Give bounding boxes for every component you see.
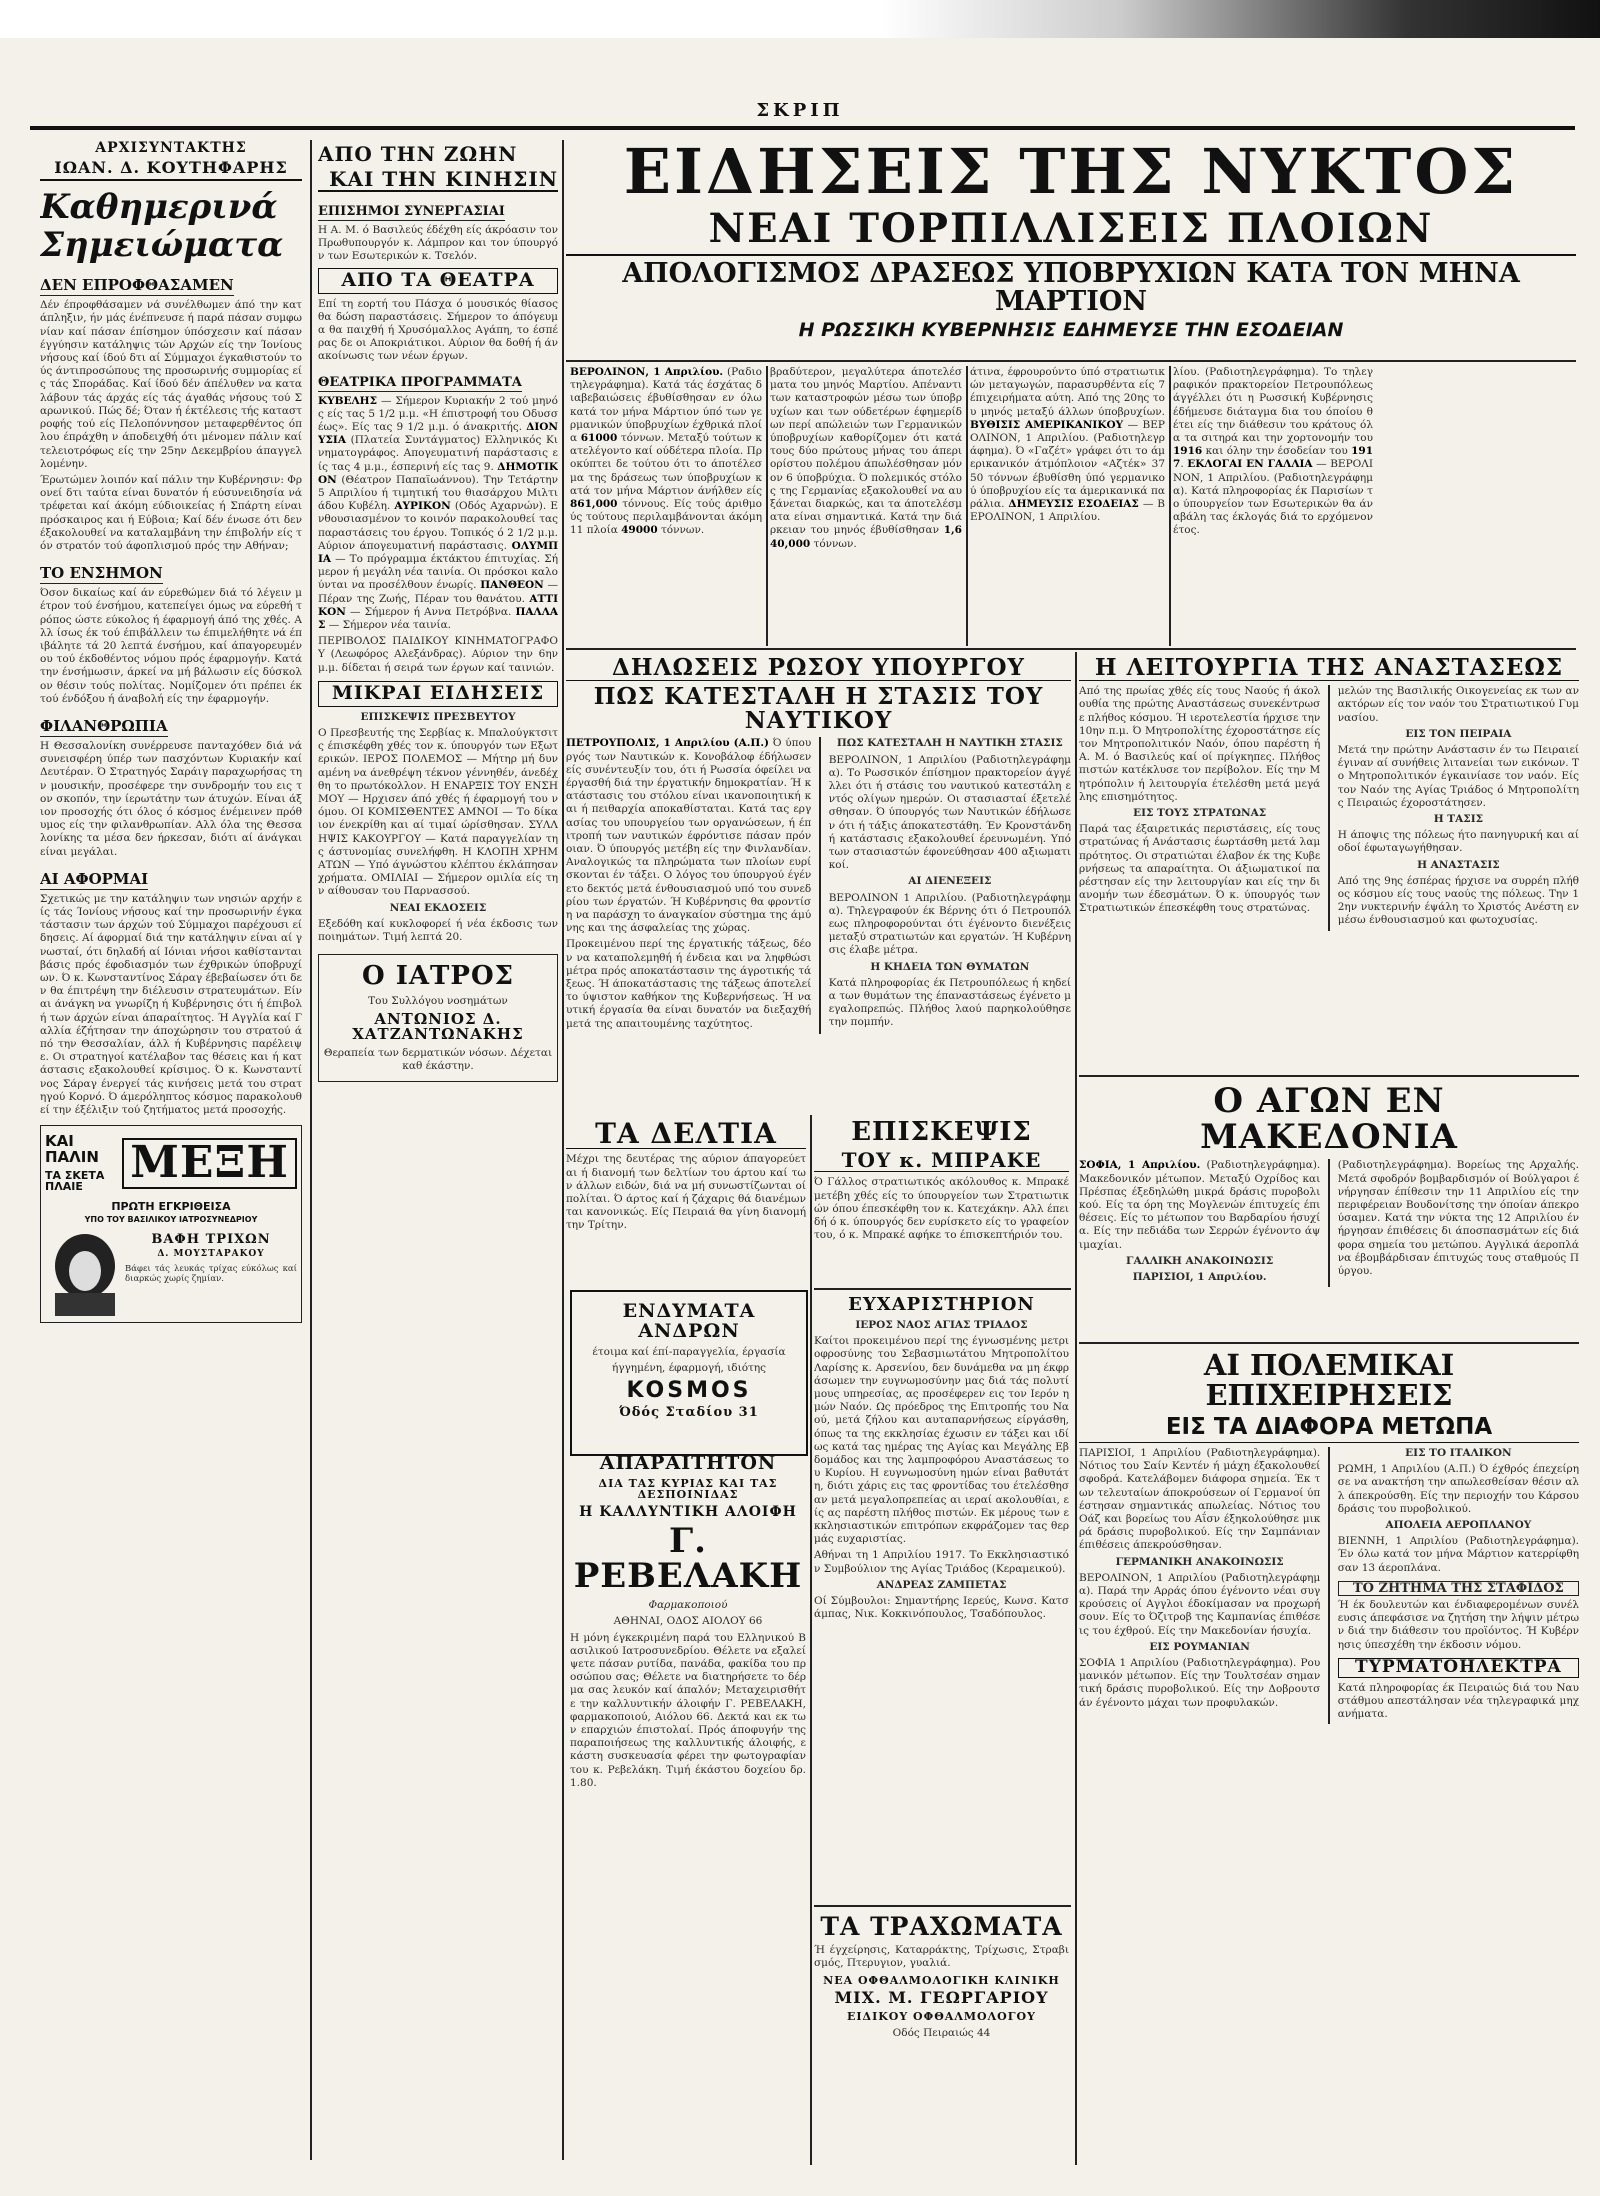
heading-episimoi-synergasiai: ΕΠΙΣΗΜΟΙ ΣΥΝΕΡΓΑΣΙΑΙ — [318, 204, 505, 219]
heading-polemikai-epixeiriseis: ΑΙ ΠΟΛΕΜΙΚΑΙ ΕΠΙΧΕΙΡΗΣΕΙΣ — [1203, 1348, 1455, 1413]
ad-headline: ΚΑΙ ΠΑΛΙΝ — [45, 1132, 99, 1166]
scan-edge-shadow — [0, 0, 1600, 38]
heading-diloseis-rossou: ΔΗΛΩΣΕΙΣ ΡΩΣΟΥ ΥΠΟΥΡΓΟΥ — [566, 656, 1071, 681]
ad-menswear-address: Όδός Σταδίου 31 — [619, 1405, 759, 1421]
deltia-section — [566, 1115, 806, 1285]
body-text: Ό Γάλλος στρατιωτικός ακόλουθος κ. Μπρακέ μετέβη χθές είς το ύπουργείον των Στρατιωτικών όπου έπεσκέφθη τον κ. Κατεχάκην. Αλλ έπειδή ό κ. ύπουργός δεν ευρίσκετο είς το γραφείον του, ό κ. Μπρακέ αφήκε το έπισκεπτήριόν του. — [814, 1176, 1069, 1242]
ad-doctor-name: ΑΝΤΩΝΙΟΣ Δ. ΧΑΤΖΑΝΤΩΝΑΚΗΣ — [352, 1009, 524, 1044]
body-text: ΠΕΡΙΒΟΛΟΣ ΠΑΙΔΙΚΟΥ ΚΙΝΗΜΑΤΟΓΡΑΦΟΥ (Λεωφόρος Αλεξάνδρας). Αύριον την 6ην μ.μ. δίδεται ή σειρά των έργων καί ταινιών. — [318, 635, 558, 674]
body-text: ΒΙΕΝΝΗ, 1 Απριλίου (Ραδιοτηλεγράφημα). Έν όλω κατά τον μήνα Μάρτιον κατερρίφθησαν 13 άεροπλάνα. — [1337, 1535, 1579, 1574]
heading-diafora-metopa: ΕΙΣ ΤΑ ΔΙΑΦΟΡΑ ΜΕΤΩΠΑ — [1079, 1415, 1579, 1443]
subheading-apoleia-aeroplanou: ΑΠΟΛΕΙΑ ΑΕΡΟΠΛΑΝΟΥ — [1385, 1519, 1532, 1532]
heading-ai-aformai: ΑΙ ΑΦΟΡΜΑΙ — [40, 869, 149, 888]
heading-ta-trachomata: ΤΑ ΤΡΑΧΩΜΑΤΑ — [820, 1912, 1063, 1941]
body-text: Εξεδόθη καί κυκλοφορεί ή νέα έκδοσις των ποιημάτων. Τιμή λεπτά 20. — [318, 917, 558, 944]
subheading-eis-ton-peiraia: ΕΙΣ ΤΟΝ ΠΕΙΡΑΙΑ — [1405, 727, 1512, 740]
ad-clinic-name: ΝΕΑ ΟΦΘΑΛΜΟΛΟΓΙΚΗ ΚΛΙΝΙΚΗ — [823, 1973, 1060, 1987]
ad-line-approved: ΠΡΩΤΗ ΕΓΚΡΙΘΕΙΣΑ — [111, 1199, 231, 1213]
section-rule — [1079, 1075, 1579, 1077]
body-text: ΒΕΡΟΛΙΝΟΝ, 1 Απριλίου (Ραδιοτηλεγράφημα). Παρά την Αρράς όπου έγένοντο νέαι συγκρούσεις οί Αγγλοι έδοκίμασαν να προχωρήσουν. Είς το Όζιτροβ της Καμπανίας έπιθέσεις του έχθρού. Είς την Μακεδονίαν ήσυχία. — [1079, 1571, 1321, 1637]
section-rule — [566, 360, 1576, 362]
subheadline-torpillisis: ΝΕΑΙ ΤΟΡΠΙΛΛΙΣΕΙΣ ΠΛΟΙΩΝ — [566, 208, 1576, 256]
body-text: (Ραδιοτηλεγράφημα). Βορείως της Αρχαλής. Μετά σφοδρόν βομβαρδισμόν οί Βούλγαροι ένήργησαν έπίθεσιν την 11 Απριλίου είς την περιφέρειαν Βουδονίτσης την όποίαν άπεκρούσαμεν. Κατά την νύκτα της 12 Απριλίου ένήργησαν έπιθέσεις δι άποσπασμάτων είς διάφορα σημεία του μετώπου. Αγγλικά άεροπλάνα έβομβάρδισαν έπιτυχώς τους σταθμούς Πύργου. — [1337, 1159, 1579, 1277]
column-divider — [1075, 1080, 1077, 2165]
subheading-episkepsis-presveutou: ΕΠΙΣΚΕΨΙΣ ΠΡΕΣΒΕΥΤΟΥ — [360, 710, 516, 723]
body-text: ΠΑΡΙΣΙΟΙ, 1 Απριλίου (Ραδιοτηλεγράφημα). Νότιος του Σαίν Κεντέν ή μάχη έξακολουθεί σφοδρά. Κατελάβομεν διάφορα σημεία. Έκ των τελευταίων άποκρούσεων οί Γερμανοί ύπέστησαν σημαντικάς απωλείας. Νότιος του Οάζ και βορείως του Αΐσν έξηκολούθησε μικρά δράσις πυροβολικού. Είς την Σαμπάνιαν έπιθέσεις άπεκρούσθησαν. — [1079, 1447, 1321, 1552]
ad-menswear-detail: ήγγημένη, έφαρμογή, ιδιότης — [611, 1362, 767, 1375]
subheading-zitima-stafidos: ΤΟ ΖΗΤΗΜΑ ΤΗΣ ΣΤΑΦΙΔΟΣ — [1338, 1581, 1579, 1596]
body-text: Οί Σύμβουλοι: Σημαντήρης Ιερεύς, Κωνσ. Κατσάμπας, Νικ. Κοκκινόπουλος, Τσαδόπουλος. — [814, 1594, 1069, 1621]
body-text: ΣΟΦΙΑ 1 Απριλίου (Ραδιοτηλεγράφημα). Ρουμανικόν μέτωπον. Είς την Τουλτσέαν σημαντική δράσις πυροβολικού. Είς την Δοβρουτσάν έγένοντο μάχαι των προφυλακών. — [1079, 1657, 1321, 1709]
heading-den-eprofthasamen: ΔΕΝ ΕΠΡΟΦΘΑΣΑΜΕΝ — [40, 276, 234, 295]
column-divider — [1075, 652, 1077, 1112]
heading-pos-katestali: ΠΩΣ ΚΑΤΕΣΤΑΛΗ Η ΣΤΑΣΙΣ ΤΟΥ ΝΑΥΤΙΚΟΥ — [593, 683, 1044, 735]
body-text: Ο Πρεσβευτής της Σερβίας κ. Μπαλούγκτσιτς έπισκέφθη χθές τον κ. ύπουργόν των Εξωτερικών. ΙΕΡΟΣ ΠΟΛΕΜΟΣ — Μήτηρ μή δυναμένη να άνεθρέψη τέκνον γέννηθέν, άνεδέχθη το πρωτόκολλον. Η ΕΝΑΡΞΙΣ ΤΟΥ ΕΝΣΗΜΟΥ — Ηρχισεν άπό χθές ή έφαρμογή του νόμου. ΟΙ ΚΟΜΙΣΘΕΝΤΕΣ ΑΜΝΟΙ — Το δίκαιον ένεκρίθη και αί τιμαί ώρίσθησαν. ΣΥΛΛΗΨΙΣ ΚΑΚΟΥΡΓΟΥ — Κατά παραγγελίαν της άστυνομίας συνελήφθη. Η ΚΛΟΠΗ ΧΡΗΜΑΤΩΝ — Υπό άγνώστου κλέπτου έκλάπησαν χρήματα. ΟΜΙΛΙΑΙ — Σήμερον ομιλία είς την αίθουσαν του Παρνασσού. — [318, 726, 558, 898]
subheading-eis-roumanian: ΕΙΣ ΡΟΥΜΑΝΙΑΝ — [1149, 1640, 1250, 1653]
ad-menswear-line: έτοιμα καί έπί-παραγγελία, έργασία — [592, 1345, 786, 1358]
signer-name: ΑΝΔΡΕΑΣ ΖΑΜΠΕΤΑΣ — [876, 1578, 1007, 1591]
column-divider — [1169, 366, 1171, 646]
ad-ointment-role: Φαρμακοποιού — [648, 1599, 728, 1612]
heading-to-ensimon: ΤΟ ΕΝΣΗΜΟΝ — [40, 564, 163, 583]
ad-clinic-address: Οδός Πειραιώς 44 — [892, 2026, 991, 2039]
body-text: Η άποψις της πόλεως ήτο πανηγυρική και αί οδοί έφωταγωγήθησαν. — [1337, 829, 1579, 855]
subheadline-rossiki-kyvernisis: Η ΡΩΣΣΙΚΗ ΚΥΒΕΡΝΗΣΙΣ ΕΔΗΜΕΥΣΕ ΤΗΝ ΕΣΟΔΕΙΑΝ — [798, 318, 1344, 341]
brake-visit-section — [814, 1115, 1069, 1285]
section-rule — [814, 1905, 1071, 1907]
main-story-col-3 — [970, 366, 1165, 646]
heading-apo-tin-zoin: ΑΠΟ ΤΗΝ ΖΩΗΝ — [318, 142, 518, 166]
ad-doctor-title: Ο ΙΑΤΡΟΣ — [362, 961, 514, 992]
macedonia-section — [1079, 1080, 1579, 1340]
body-text: Η Α. Μ. ό Βασιλεύς έδέχθη είς άκρόασιν τον Πρωθυπουργόν κ. Λάμπρον και τον ύπουργόν των Εσωτερικών κ. Τσελόν. — [318, 224, 558, 263]
ad-ointment-name: Γ. ΡΕΒΕΛΑΚΗ — [573, 1520, 803, 1597]
column-divider — [766, 366, 768, 646]
subheading-ai-dienekseis: ΑΙ ΔΙΕΝΕΞΕΙΣ — [908, 875, 992, 888]
main-headline: ΕΙΔΗΣΕΙΣ ΤΗΣ ΝΥΚΤΟΣ — [623, 135, 1519, 208]
ad-doctor-line: Του Συλλόγου νοσημάτων — [368, 994, 508, 1007]
body-text: Ή έγχείρησις, Καταρράκτης, Τρίχωσις, Στραβισμός, Πτερυγιον, γυαλιά. — [814, 1944, 1069, 1970]
ad-text: Βάφει τάς λευκάς τρίχας εύκόλως καί διαρκώς χωρίς ζημίαν. — [125, 1263, 297, 1284]
subheading-galliki-anakoinosis: ΓΑΛΛΙΚΗ ΑΝΑΚΟΙΝΩΣΙΣ — [1125, 1254, 1274, 1267]
masthead-title: ΣΚΡΙΠ — [756, 100, 844, 121]
heading-ta-deltia: ΤΑ ΔΕΛΤΙΑ — [566, 1119, 806, 1149]
menswear-advertisement — [570, 1290, 808, 1456]
subheading-i-tasis: Η ΤΑΣΙΣ — [1433, 812, 1484, 825]
ad-subheadline: ΤΑ ΣΚΕΤΑ ΠΛΑΙΕ — [45, 1168, 105, 1194]
main-headline-block — [566, 135, 1576, 360]
body-text: ΠΕΤΡΟΥΠΟΛΙΣ, 1 Απριλίου (Α.Π.) Ό ύπουργός των Ναυτικών κ. Κονοβάλοφ έδήλωσεν είς συνέντευξίν του, ότι ή Ρωσσία όφείλει να έργασθή διά την έργατικήν δημοκρατίαν. Ή κατάστασις του στόλου είναι ικανοποιητική και ή πειθαρχία αποκαθίσταται. Κατά τας εργασίας του υπουργείου των οργανώσεων, ή έπιτροπή των ναυτικών έφρόντισε πάσαν πρόνοιαν. Ό ύπουργός μετέβη είς την Φινλανδίαν. Αναλογικώς τα πληρώματα των πλοίων ευρίσκονται έν τάξει. Ο λόγος του ύπουργού έγένετο δεκτός μετά ένθουσιασμού υπό του συνεδρίου των έργατών. Ή Κυβέρνησις θα φροντίση να παράσχη το άναγκαίον σύστημα της άμύνης και της άσφαλείας της χώρας. — [566, 737, 812, 935]
section-rule — [814, 1288, 1071, 1290]
trachoma-advertisement — [814, 1910, 1069, 2160]
ad-maker: Δ. ΜΟΥΣΤΑΡΑΚΟΥ — [157, 1249, 265, 1260]
heading-episkepsis: ΕΠΙΣΚΕΨΙΣ — [851, 1117, 1032, 1147]
body-text: Ή έκ δουλευτών και ένδιαφερομένων συνέλευσις άπεφάσισε να ζητήση την λήψιν μέτρων διά την διάθεσιν του προϊόντος. Ή Κυβέρνησις ύπεσχέθη την έκδοσιν νόμου. — [1337, 1599, 1579, 1651]
war-operations-section — [1079, 1346, 1579, 2166]
main-story-col-2 — [770, 366, 962, 646]
body-text: Από της πρωίας χθές είς τους Ναούς ή άκολουθία της πρώτης Αναστάσεως συνεκέντρωσε πλήθος κόσμου. Ή ιεροτελεστία ήρχισε την 10ην π.μ. Ό Μητροπολίτης έχοροστάτησε είς τον Μητροπολιτικόν Ναόν, όπου παρέστη ή Α. Μ. ό Βασιλεύς καί οί πρίγκηπες. Πλήθος πιστών κατέκλυσε τον περίβολον. Είς την Μητρόπολιν ή λειτουργία έτελέσθη μετά μεγάλης επισημότητος. — [1079, 685, 1321, 803]
heading-agon-makedonia: Ο ΑΓΩΝ ΕΝ ΜΑΚΕΔΟΝΙΑ — [1200, 1081, 1458, 1157]
ad-clinic-role: ΕΙΔΙΚΟΥ ΟΦΘΑΛΜΟΛΟΓΟΥ — [847, 2010, 1036, 2023]
subheading-eis-to-italikon: ΕΙΣ ΤΟ ΙΤΑΛΙΚΟΝ — [1405, 1447, 1512, 1460]
subheading-kideia-thymaton: Η ΚΗΔΕΙΑ ΤΩΝ ΘΥΜΑΤΩΝ — [870, 960, 1030, 973]
ointment-advertisement — [570, 1450, 806, 2160]
body-text: Καίτοι προκειμένου περί της έγνωσμένης μετριοφροσύνης του Σεβασμιωτάτου Μητροπολίτου Λαρίσης κ. Αρσενίου, δεν δυνάμεθα να μη έκφράσωμεν την ευγνωμοσύνην μας διά τάς πολυτίμους υπηρεσίας, ας προσέφερεν εις τον Ιερόν ημών Ναόν. Ως πρόεδρος της Επιτροπής του Ναού, μετά ζήλου και αυταπαρνήσεως είργάσθη, όπως τα της εκκλησίας έχωσιν εν τάξει και ιδίως κατά τας ημέρας της Αγίας και Μεγάλης Εβδομάδος και της λαμπροφόρου Αναστάσεως του Κυρίου. Η ευγνωμοσύνη ημών είναι βαθυτάτη, διότι χάρις εις τας φροντίδας του έτελέσθησαν μετά μεγαλοπρεπείας αι ιεραί ακολουθίαι, είς ας παρέστη πλήθος πιστών. Εκ μέρους των εκκλησιαστικών επιτρόπων εκφράζομεν τας θερμάς ευχαριστίας. — [814, 1335, 1069, 1546]
body-text: Μετά την πρώτην Ανάστασιν έν τω Πειραιεί έγιναν αί συνήθεις λιτανείαι των εικόνων. Το Μητροπολιτικόν έγκαινίασε τον ναόν. Είς τον Ναόν της Αγίας Τριάδος ό Μητροπολίτης Πειραιώς έχοροστάτησεν. — [1337, 743, 1579, 809]
ad-menswear-brand: KOSMOS — [626, 1378, 752, 1404]
ad-product: ΒΑΦΗ ΤΡΙΧΩΝ — [151, 1231, 271, 1247]
editor-label: ΑΡΧΙΣΥΝΤΑΚΤΗΣ — [95, 140, 247, 156]
column-divider — [310, 140, 312, 2160]
body-text: ΡΩΜΗ, 1 Απριλίου (Α.Π.) Ό έχθρός έπεχείρησε να ανακτήση την απωλεσθείσαν θέσιν αλλ άπεκρούσθη. Είς την περιοχήν του Κάρσου δράσις του πυροβολικού. — [1337, 1463, 1579, 1515]
russian-minister-section — [566, 652, 1071, 1112]
heading-tou-brake: ΤΟΥ κ. ΜΠΡΑΚΕ — [814, 1150, 1069, 1172]
ad-ointment-title: ΑΠΑΡΑΙΤΗΤΟΝ — [599, 1452, 777, 1474]
body-text: Μέχρι της δευτέρας της αύριον άπαγορεύεται ή διανομή των δελτίων του άρτου καί των άλλων ειδών, διά να μή συνωστίζωνται οί πολίται. Ό άρτος καί ή ζάχαρις θά διανέμωνται κανονικώς. Είς Πειραιά θα γίνη διανομή την Τρίτην. — [566, 1153, 806, 1232]
body-text: άτινα, έφρουρούντο ύπό στρατιωτικών μεταγωγών, παρασυρθέντα είς 7 έπιχειρήματα αύτη. Από της 20ης του μηνός μεταξύ άλλων ύποβρυχίων. ΒΥΘΙΣΙΣ ΑΜΕΡΙΚΑΝΙΚΟΥ — ΒΕΡΟΛΙΝΟΝ, 1 Απριλίου. (Ραδιοτηλεγράφημα). Ό «Γαζέτ» γράφει ότι το άμερικανικόν άτμόπλοιον «Αζτέκ» 3750 τόννων έβυθίσθη ύπό γερμανικού ύποβρυχίου είς τα άμερικανικά παράλια. ΔΗΜΕΥΣΙΣ ΕΣΟΔΕΙΑΣ — ΒΕΡΟΛΙΝΟΝ, 1 Απριλίου. — [970, 366, 1165, 524]
subheading-nautiki-stasis: ΠΩΣ ΚΑΤΕΣΤΑΛΗ Η ΝΑΥΤΙΚΗ ΣΤΑΣΙΣ — [836, 737, 1063, 750]
heading-eucharistirion: ΕΥΧΑΡΙΣΤΗΡΙΟΝ — [848, 1294, 1035, 1315]
body-text: μελών της Βασιλικής Οικογενείας εκ των ανακτόρων είς τον ναόν του Στρατιωτικού Γυμνασίου. — [1337, 685, 1579, 724]
body-text: ΣΟΦΙΑ, 1 Απριλίου. (Ραδιοτηλεγράφημα). Μακεδονικόν μέτωπον. Μεταξύ Οχρίδος και Πρέσπας έξεδηλώθη μικρά δράσις πυροβολικού. Είς τα όρη της Μογλενών έπιτυχείς έπιθέσεις. Είς το μέτωπον του Βαρδαρίου ήσυχία. Είς την πεδιάδα των Σερρών έγένοντο άψιμαχίαι. — [1079, 1159, 1321, 1251]
section-rule — [566, 648, 1576, 650]
subheadline-apologismos: ΑΠΟΛΟΓΙΣΜΟΣ ΔΡΑΣΕΩΣ ΥΠΟΒΡΥΧΙΩΝ ΚΑΤΑ ΤΟΝ ΜΗΝΑ ΜΑΡΤΙΟΝ — [622, 258, 1520, 318]
body-text: ΒΕΡΟΛΙΝΟΝ 1 Απριλίου. (Ραδιοτηλεγράφημα). Τηλεγραφούν έκ Βέρνης ότι ό Πετρουπόλεως πληροφορούνται ότι έγένοντο διενέξεις μεταξύ στρατιωτών και εργατών. Ή Κυβέρνησις έλαβε μέτρα. — [828, 891, 1071, 957]
column-divider — [810, 1115, 812, 2165]
section-rule — [1079, 1342, 1579, 1344]
column-divider — [562, 140, 564, 2160]
body-text: Δέν έπροφθάσαμεν νά συνέλθωμεν άπό την κατάπληξιν, ήν μάς ένέπνευσε ή παρά πάσαν συμφωνίαν καί πάσαν έπίσημον ύπόσχεσιν καί πάσαν έγγύησιν κατάληψις τών Αρχών είς την Ίονίους νήσους καί ίδού δτι αί Σύμμαχοι έγκαθιστούν τούς άντιπροσώπους της προσωρινής συμμορίας είς τάς Σποράδας. Καί ίδού δέν άπέλυθεν να καταλάβουν τάς άρχάς είς τάς άγαθάς νήσους τού Σαρωνικού. Πώς δέ; Όταν ή έκτέλεσις τής καταστροφής τού είς Πελοπόννησον μεταφερθέντος όπλου έπράχθη ν άποδειχθή ότι μένομεν πάλιν καί τελειοτρόφως είς την 25ην Δεκεμβρίου άπαγγελλομένην. — [40, 299, 302, 470]
subheading-germaniki-anakoinosis: ΓΕΡΜΑΝΙΚΗ ΑΝΑΚΟΙΝΩΣΙΣ — [1115, 1555, 1284, 1568]
body-text: Από της 9ης έσπέρας ήρχισε να συρρέη πλήθος κόσμου είς τους ναούς της πόλεως. Την 12ην νυκτερινήν έψάλη το Χριστός Ανέστη εν μέσω ένθουσιασμού και φωτοχυσίας. — [1337, 874, 1579, 927]
ad-clinic-doctor: ΜΙΧ. Μ. ΓΕΩΡΓΑΡΙΟΥ — [834, 1988, 1049, 2008]
easter-liturgy-section — [1079, 652, 1579, 1072]
section-title: Καθημερινά Σημειώματα — [40, 187, 284, 265]
subheading-neai-ekdoseis: ΝΕΑΙ ΕΚΔΟΣΕΙΣ — [389, 901, 487, 914]
masthead-rule — [30, 126, 1575, 130]
body-text: λίου. (Ραδιοτηλεγράφημα). Το τηλεγραφικόν πρακτορείον Πετρουπόλεως άγγέλλει ότι η Ρωσσική Κυβέρνησις έδήμευσε διάταγμα δια του όποίου θέτει είς την διάθεσιν του κράτους όλα τα σιτηρά και την χορτονομήν του 1916 και όλην την έσοδείαν του 1917. ΕΚΛΟΓΑΙ ΕΝ ΓΑΛΛΙΑ — ΒΕΡΟΛΙΝΟΝ, 1 Απριλίου. (Ραδιοτηλεγράφημα). Κατά πληροφορίας έκ Παρισίων το ύπουργείον των Εσωτερικών θα άναβάλη τας έκλογάς διά το ερχόμενον έτος. — [1173, 366, 1373, 537]
ad-big-word: ΜΕΞΗ — [122, 1138, 297, 1188]
ad-line-council: ΥΠΟ ΤΟΥ ΒΑΣΙΛΙΚΟΥ ΙΑΤΡΟΣΥΝΕΔΡΙΟΥ — [84, 1215, 258, 1225]
ad-ointment-address: ΑΘΗΝΑΙ, ΟΔΟΣ ΑΙΟΛΟΥ 66 — [613, 1615, 763, 1628]
body-text: Έρωτώμεν λοιπόν καί πάλιν την Κυβέρνησιν: Φρονεί δτι ταύτα είναι δυνατόν ή εύσυνειδησία νά τρέφεται καί άκόμη εύδιοικείας ή Σπάρτη είναι πρόσκαιρος και ή Εύβοια; Καί δέν ένωσε ότι δεν έξακολουθεί να καταλαμβάνη την έπιβολήν είς τόν στρατόν τού άφοπλισμού πρός την Αθήναν; — [40, 473, 302, 552]
column-1 — [40, 135, 302, 2165]
dateline-parisioi: ΠΑΡΙΣΙΟΙ, 1 Απριλίου. — [1132, 1271, 1267, 1283]
ad-doctor-text: Θεραπεία των δερματικών νόσων. Δέχεται καθ έκάστην. — [323, 1047, 553, 1073]
body-text: Η μόνη έγκεκριμένη παρά του Ελληνικού Βασιλικού Ιατροσυνεδρίου. Θέλετε να εξαλείψετε πάσαν ρυτίδα, πανάδα, φακίδα του προσώπου σας; Θέλετε να διατηρήσετε το δέρμα σας λευκόν καί άπαλόν; Μεταχειρισθήτε την καλλυντικήν άλοιφήν Γ. ΡΕΒΕΛΑΚΗ, φαρμακοποιού, Αιόλου 66. Δεκτά και εκ των επαρχιών έπιστολαί. Πρός άποφυγήν της παραποιήσεως της καλλυντικής άλοιφής, εκάστη συσκευασία φέρει την φωτογραφίαν του κ. Ρεβελάκη. Τιμή έκάστου δοχείου δρ. 1.80. — [570, 1631, 806, 1789]
body-text: βραδύτερον, μεγαλύτερα άποτελέσματα του μηνός Μαρτίου. Απέναντι των καταστροφών μέσω των ύποβρυχίων και των ούδετέρων έφημερίδων περί απώλειών των Γερμανικών ύποβρυχίων καθορίζομεν ότι κατά τους δύο πρώτους μήνας του άπεριορίστου πολέμου άπωλέσθησαν μόνον 6 ύποβρύχια. Ό πολεμικός στόλος της Γερμανίας εξακολουθεί να αυξάνεται διαρκώς, και τα άποτελέσματα είναι σημαντικά. Κατά την διάρκειαν του μηνός έβυθίσθησαν 1,640,000 τόννων. — [770, 366, 962, 550]
ad-ointment-line: ΔΙΑ ΤΑΣ ΚΥΡΙΑΣ ΚΑΙ ΤΑΣ ΔΕΣΠΟΙΝΙΔΑΣ — [598, 1476, 778, 1502]
body-text: Σχετικώς με την κατάληψιν των νησιών αρχήν είς τάς Ίονίους νήσους καί την προσωρινήν έγκατάστασιν των άρχών τού Σύμμαχοι παρέχουσι είδησεις. Αί άφορμαί διά την κατάληψιν είναι αί γνωσταί, ότι δηλαδή αί Ιόνιαι νήσοι καθίστανται βάσις πρός έφοδιασμόν των έχθρικών ύποβρυχίων. Ό κ. Κωνσταντίνος Σάραγ έβεβαίωσεν ότι δεν θα έπιτρέψη την διέλευσιν στρατευμάτων. Είναι άνάγκη να γνωρίζη ή Κυβέρνησις ότι ή έπιβολή των άρχών είναι άπαραίτητος. Ή Αγγλία καί Γαλλία έζήτησαν την άποχώρησιν του στρατού άπό την Θεσσαλίαν, άλλ ή Κυβέρνησις παρέλειψε. Οι στρατηγοί κατέλαβον τας θέσεις και ή κατάστασις εξακολουθεί κρίσιμος. Ό κ. Κωνσταντίνος Σάραγ ένεργεί τάς κινήσεις μετά του στρατηγού Κορνό. Ό άμερόληπτος κόσμος παρακολουθεί την έξέλιξιν τού ζητήματος μετά προσοχής. — [40, 892, 302, 1117]
heading-mikrai-eidiseis: ΜΙΚΡΑΙ ΕΙΔΗΣΕΙΣ — [318, 681, 558, 707]
body-text: Όσον δικαίως καί άν εύρεθώμεν διά τό λέγειν μέτρον τού ένσήμου, κατεπείγει όμως να εύρεθή τρόπος ώστε εύκολος ή έφαρμογή άπό της χθές. Αλλ ίσως έκ τού έπιβάλλειν τω έπιμελήθητε νά έπιβάλητε τά 20 λεπτά ένσήμου, καί άπαγορευμένου τού έκδοθέντος νόμου πρός έφαρμογήν. Κατά την ένσήμωσιν, άρκεί να μή βάλωσιν είς δύσκολον θέσιν τούς πολίτας. Νομίζομεν ότι πρέπει έκ τού ένδόξου ή άναβολή είς την έφαρμογήν. — [40, 587, 302, 705]
column-divider — [966, 366, 968, 646]
body-text: Κατά πληροφορίας έκ Πειραιώς διά του Ναυστάθμου απεστάλησαν νέα τηλεγραφικά μηχανήματα. — [1337, 1681, 1579, 1721]
hair-dye-advertisement — [40, 1125, 302, 1323]
column-2 — [318, 140, 558, 2170]
body-text: ΒΕΡΟΛΙΝΟΝ, 1 Απριλίου. (Ραδιοτηλεγράφημα). Κατά τάς έσχάτας διαβεβαιώσεις έβυθίσθησαν εν όλω κατά τον μήνα Μάρτιον ύπό των γερμανικών ύποβρυχίων έχθρικά πλοία 61000 τόννων. Μεταξύ τούτων κατελέγοντο καί ούδέτερα πλοία. Προκύπτει δε τούτου ότι το άποτέλεσμα της δράσεως των ύποβρυχίων κατά τον μήνα Μάρτιον άνήλθεν είς 861,000 τόννους. Είς τούς άριθμούς τούτους περιλαμβάνονται άκόμη 11 πλοία 49000 τόννων. — [570, 366, 762, 537]
subheading-i-anastasis: Η ΑΝΑΣΤΑΣΙΣ — [1417, 858, 1500, 871]
heading-leitourgia-anastaseos: Η ΛΕΙΤΟΥΡΓΙΑ ΤΗΣ ΑΝΑΣΤΑΣΕΩΣ — [1079, 656, 1579, 681]
body-text: Η Θεσσαλονίκη συνέρρευσε πανταχόθεν διά νά συνεισφέρη ύπέρ των πασχόντων Κυριακήν καί Δευτέραν. Ό Στρατηγός Σαράιγ παραχωρήσας την μουσικήν, προσέφερε την συνδρομήν του εις τον σκοπόν, την ίερωτάτην των άτυχών. Είναι άξιον προσοχής ότι όλος ό κόσμος ένέμεινεν πρόθυμος είς την φιλανθρωπίαν. Αλλ όλα της Θεσσαλονίκης τα μέσα δεν ήρκεσαν, διότι αί άνάγκαι είναι μεγάλαι. — [40, 739, 302, 858]
subheading-eis-tous-stratonas: ΕΙΣ ΤΟΥΣ ΣΤΡΑΤΩΝΑΣ — [1133, 806, 1267, 819]
thanks-section — [814, 1292, 1069, 1902]
main-story-col-1 — [570, 366, 762, 646]
woman-portrait-illustration — [45, 1231, 125, 1316]
heading-tyrmatoilektra: ΤΥΡΜΑΤΟΗΛΕΚΤΡΑ — [1338, 1658, 1579, 1678]
body-text: Αθήναι τη 1 Απριλίου 1917. Το Εκκλησιαστικόν Συμβούλιον της Αγίας Τριάδος (Κεραμεικού). — [814, 1549, 1069, 1575]
heading-kai-tin-kinisin: ΚΑΙ ΤΗΝ ΚΙΝΗΣΙΝ — [318, 169, 558, 192]
main-story-col-4 — [1173, 366, 1373, 646]
heading-apo-ta-theatra: ΑΠΟ ΤΑ ΘΕΑΤΡΑ — [318, 268, 558, 294]
body-text: Παρά τας έξαιρετικάς περιστάσεις, είς τους στρατώνας ή Ανάστασις έωρτάσθη μετά λαμπρότητος. Οι στρατιώται έλαβον έκ της Κυβερνήσεως τα απαραίτητα. Οι άξιωματικοί παρέστησαν είς την λειτουργίαν και είς την διανομήν των έδεσμάτων. Ό κ. ύπουργός των Στρατιωτικών έπεσκέφθη τους στρατώνας. — [1079, 823, 1321, 915]
heading-theatrika-programmata: ΘΕΑΤΡΙΚΑ ΠΡΟΓΡΑΜΜΑΤΑ — [318, 374, 522, 390]
editor-name: ΙΩΑΝ. Δ. ΚΟΥΤΗΦΑΡΗΣ — [40, 160, 302, 182]
body-text: Επί τη εορτή του Πάσχα ό μουσικός θίασος θα δώση παραστάσεις. Σήμερον το άπόγευμα θα παιχθή ή Χρυσόμαλλος Αγάπη, το έσπέρας δε οι Αποκριάτικοι. Αύριον θα δοθή ή άνακοίνωσις των νέων έργων. — [318, 297, 558, 363]
body-text: Κατά πληροφορίας έκ Πετρουπόλεως ή κηδεία των θυμάτων της έπαναστάσεως έγένετο μεγαλοπρεπώς. Πλήθος λαού παρηκολούθησε την πομπήν. — [828, 976, 1071, 1029]
body-text: Προκειμένου περί της έργατικής τάξεως, δέον να καταπολεμηθή ή ένδεια και να ληφθώσι μέτρα πρός αποκατάστασιν της άγροτικής τάξεως. Ή άποκατάστασις της τάξεως άποτελεί το ύψιστον καθήκον της Κυβερνήσεως. Ή ναυτική έργασία θα είναι δυνατόν να διεξαχθή μετά της απαιτουμένης ταχύτητος. — [566, 938, 812, 1030]
ad-ointment-product: Η ΚΑΛΛΥΝΤΙΚΗ ΑΛΟΙΦΗ — [579, 1504, 797, 1521]
subheading-agia-triada: ΙΕΡΟΣ ΝΑΟΣ ΑΓΙΑΣ ΤΡΙΑΔΟΣ — [855, 1318, 1028, 1331]
ad-menswear-title: ΕΝΔΥΜΑΤΑ ΑΝΔΡΩΝ — [622, 1300, 756, 1342]
heading-filanthropia: ΦΙΛΑΝΘΡΩΠΙΑ — [40, 716, 168, 735]
body-text: ΒΕΡΟΛΙΝΟΝ, 1 Απριλίου (Ραδιοτηλεγράφημα). Το Ρωσσικόν έπίσημον πρακτορείον άγγέλλει ότι ή στάσις του ναυτικού κατεστάλη εντός ολίγων ημερών. Οι στασιασταί έξετελέσθησαν. Ό ύπουργός των Ναυτικών έδήλωσεν ότι ή τάξις άποκατεστάθη. Έν Κρονστάνδη ή κατάστασις εξακολουθεί έρευνωμένη. Υπό των στασιαστών έφονεύθησαν 400 αξιωματικοί. — [828, 753, 1071, 872]
body-text: ΚΥΒΕΛΗΣ — Σήμερον Κυριακήν 2 τού μηνός είς τας 5 1/2 μ.μ. «Η έπιστροφή του Οδυσσέως». Είς τας 9 1/2 μ.μ. ό άνακριτής. ΔΙΟΝΥΣΙΑ (Πλατεία Συντάγματος) Ελληνικός Κινηματογράφος. Απογευματινή παράστασις είς τας 4 μ.μ., έσπερινή είς τας 9. ΔΗΜΟΤΙΚΟΝ (Θέατρον Παπαϊωάννου). Την Τετάρτην 5 Απριλίου ή τιμητική του θιασάρχου Μιλτιάδου Κυβέλη. ΑΥΡΙΚΟΝ (Οδός Αχαρνών). Ενθουσιασμένον το κοινόν παρακολουθεί τας παραστάσεις του έργου. Τοπικός ό 2 1/2 μ.μ. Αύριον άπογευματινή παράστασις. ΟΛΥΜΠΙΑ — Το πρόγραμμα έκτάκτου έπιτυχίας. Σήμερον ή μεγάλη νέα ταινία. Οι πρόσκοι καλούνται να προσέλθουν ένωρίς. ΠΑΝΘΕΟΝ — Πέραν της Ζωής, Πέραν του θανάτου. ΑΤΤΙΚΟΝ — Σήμερον ή Αννα Πετρόβνα. ΠΑΛΛΑΣ — Σήμερον νέα ταινία. — [318, 394, 558, 632]
doctor-advertisement — [318, 954, 558, 1081]
